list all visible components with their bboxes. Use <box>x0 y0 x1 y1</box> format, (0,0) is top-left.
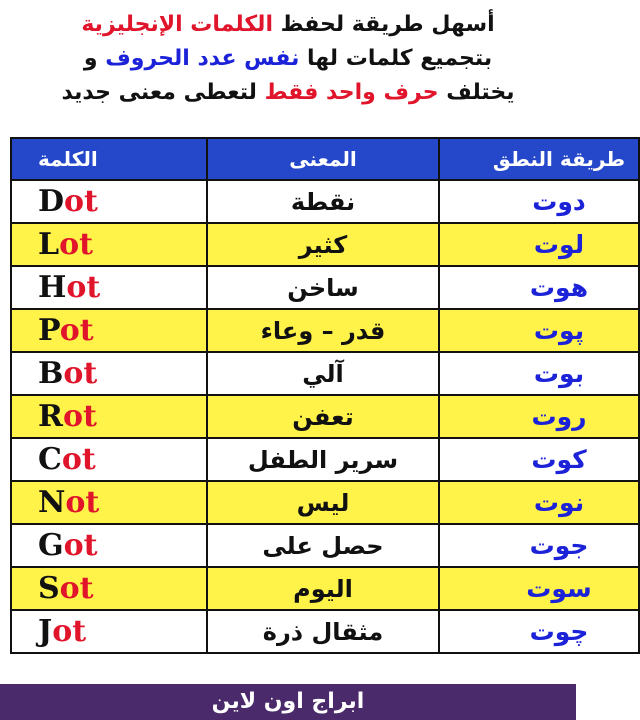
heading-line-3-tail: لتعطى معنى جديد <box>61 80 265 105</box>
heading-line-3-text: يختلف <box>438 80 515 105</box>
word-suffix: ot <box>66 270 101 305</box>
pronunciation-text: چوت <box>529 617 589 646</box>
meaning-cell <box>207 180 439 223</box>
meaning-text: نقطة <box>290 187 356 216</box>
meaning-text: تعفن <box>292 402 354 431</box>
pronunciation-cell <box>439 352 639 395</box>
word-suffix: ot <box>59 227 93 262</box>
header-meaning: المعنى <box>207 138 439 180</box>
word-cell <box>11 438 207 481</box>
word-first-letter: N <box>38 485 66 520</box>
pronunciation-cell <box>439 180 639 223</box>
pronunciation-text: كوت <box>531 445 587 474</box>
word-first-letter: L <box>38 227 60 262</box>
heading <box>0 8 576 110</box>
table-row <box>11 524 639 567</box>
heading-line-3-highlight: حرف واحد فقط <box>264 80 439 105</box>
pronunciation-cell <box>439 610 639 653</box>
word-first-letter: R <box>38 399 63 434</box>
pronunciation-cell <box>439 567 639 610</box>
word-suffix: ot <box>63 356 98 391</box>
table-row <box>11 266 639 309</box>
meaning-text: كثير <box>298 230 348 259</box>
pronunciation-text: سوت <box>526 574 592 603</box>
table-row <box>11 438 639 481</box>
pronunciation-cell <box>439 438 639 481</box>
word-first-letter: G <box>38 528 64 563</box>
meaning-cell <box>207 567 439 610</box>
word-cell <box>11 266 207 309</box>
word-first-letter: P <box>38 313 60 348</box>
meaning-text: ليس <box>296 488 350 517</box>
table-row <box>11 180 639 223</box>
meaning-cell <box>207 266 439 309</box>
table-row <box>11 567 639 610</box>
word-first-letter: C <box>38 442 62 477</box>
meaning-text: آلي <box>302 359 344 388</box>
heading-line-2 <box>0 42 576 76</box>
heading-line-2-highlight: نفس عدد الحروف <box>105 46 300 71</box>
meaning-cell <box>207 524 439 567</box>
meaning-text: ساخن <box>287 273 359 302</box>
meaning-cell <box>207 481 439 524</box>
table-row <box>11 395 639 438</box>
word-first-letter: H <box>38 270 67 305</box>
word-cell <box>11 610 207 653</box>
table-row <box>11 309 639 352</box>
heading-line-2-tail: و <box>83 46 106 71</box>
meaning-text: مثقال ذرة <box>262 617 384 646</box>
word-cell <box>11 567 207 610</box>
pronunciation-cell <box>439 481 639 524</box>
meaning-text: قدر – وعاء <box>260 316 386 345</box>
meaning-text: سرير الطفل <box>247 445 399 474</box>
meaning-cell <box>207 223 439 266</box>
word-suffix: ot <box>65 485 100 520</box>
meaning-cell <box>207 395 439 438</box>
word-suffix: ot <box>63 528 98 563</box>
pronunciation-text: بوت <box>533 359 585 388</box>
table-row <box>11 352 639 395</box>
word-suffix: ot <box>52 614 87 649</box>
word-first-letter: D <box>38 184 65 219</box>
pronunciation-text: پوت <box>533 316 585 345</box>
table-row <box>11 223 639 266</box>
table-row <box>11 610 639 653</box>
meaning-text: اليوم <box>293 574 353 603</box>
word-first-letter: J <box>38 614 53 649</box>
heading-line-3 <box>0 76 576 110</box>
word-suffix: ot <box>59 313 94 348</box>
pronunciation-text: هوت <box>529 273 589 302</box>
pronunciation-cell <box>439 223 639 266</box>
word-table <box>10 137 640 654</box>
word-suffix: ot <box>59 571 94 606</box>
meaning-cell <box>207 610 439 653</box>
heading-line-1 <box>0 8 576 42</box>
word-first-letter: S <box>38 571 60 606</box>
word-cell <box>11 524 207 567</box>
pronunciation-cell <box>439 309 639 352</box>
meaning-cell <box>207 309 439 352</box>
meaning-text: حصل على <box>262 531 384 560</box>
table-row <box>11 481 639 524</box>
header-word: الكلمة <box>11 138 207 180</box>
pronunciation-text: دوت <box>532 187 586 216</box>
pronunciation-text: جوت <box>529 531 589 560</box>
pronunciation-text: لوت <box>533 230 585 259</box>
heading-line-1-highlight: الكلمات الإنجليزية <box>81 12 273 37</box>
meaning-cell <box>207 352 439 395</box>
footer-brand: ابراج اون لاين <box>0 684 576 720</box>
heading-line-2-text: بتجميع كلمات لها <box>299 46 493 71</box>
word-suffix: ot <box>64 184 98 219</box>
word-first-letter: B <box>38 356 64 391</box>
word-cell <box>11 223 207 266</box>
pronunciation-cell <box>439 266 639 309</box>
pronunciation-cell <box>439 395 639 438</box>
word-suffix: ot <box>61 442 96 477</box>
table-header-row <box>11 138 639 180</box>
header-pronunciation: طريقة النطق <box>439 138 639 180</box>
word-cell <box>11 395 207 438</box>
pronunciation-cell <box>439 524 639 567</box>
table-body <box>11 180 639 653</box>
meaning-cell <box>207 438 439 481</box>
pronunciation-text: روت <box>531 402 587 431</box>
word-cell <box>11 309 207 352</box>
word-cell <box>11 180 207 223</box>
word-suffix: ot <box>62 399 97 434</box>
heading-line-1-text: أسهل طريقة لحفظ <box>272 12 495 37</box>
pronunciation-text: نوت <box>533 488 585 517</box>
word-cell <box>11 352 207 395</box>
word-cell <box>11 481 207 524</box>
